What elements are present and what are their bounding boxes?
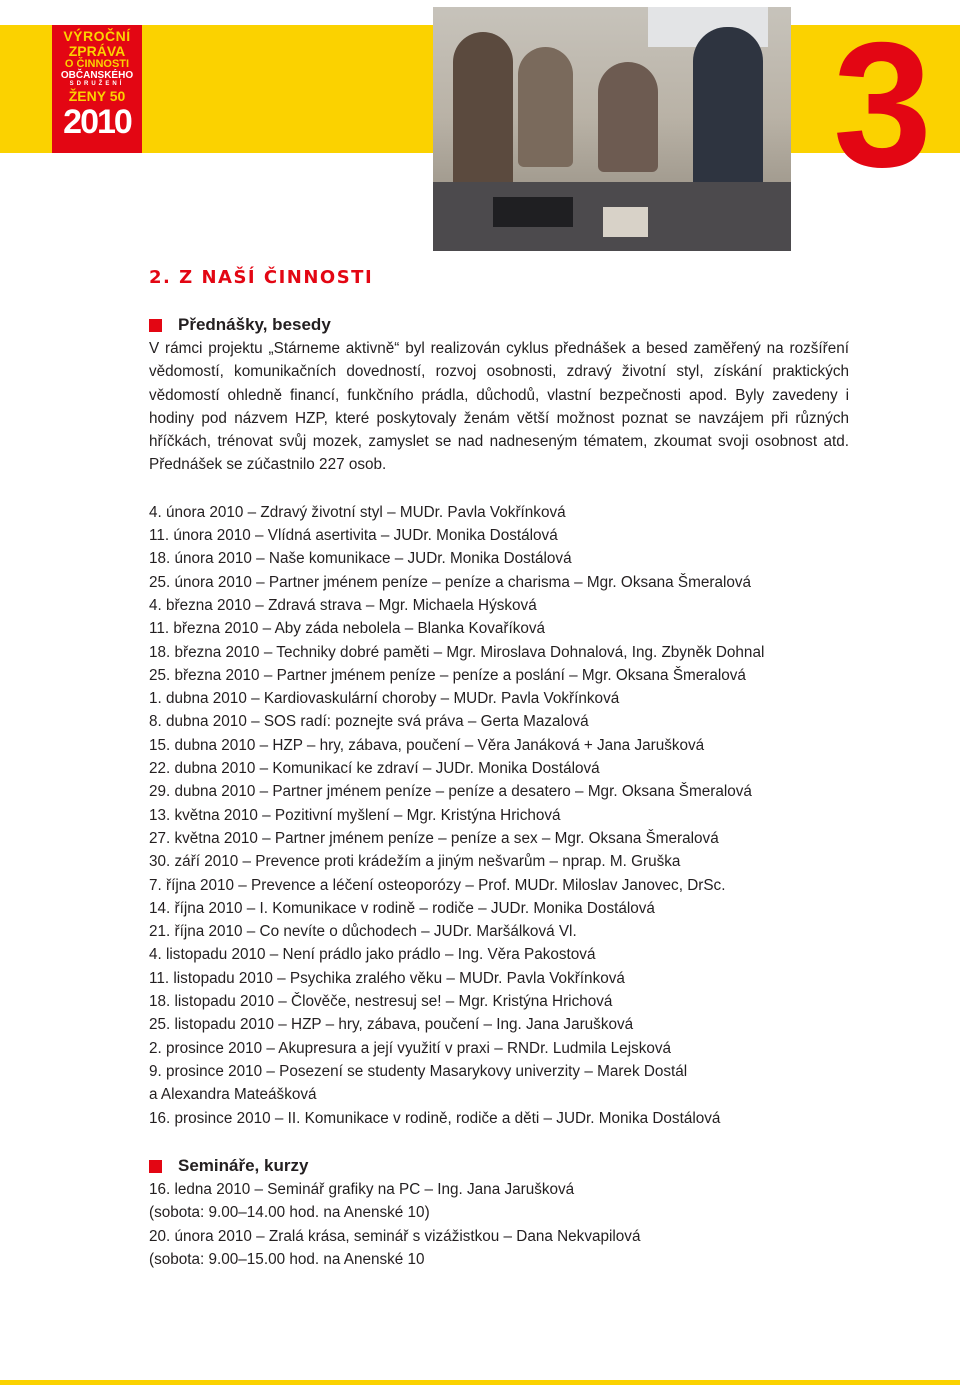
list-item: 20. února 2010 – Zralá krása, seminář s vizážistkou – Dana Nekvapilová (149, 1227, 641, 1245)
list-item: 11. března 2010 – Aby záda nebolela – Blanka Kovaříková (149, 620, 546, 638)
section-title: 2. Z NAŠÍ ČINNOSTI (149, 267, 374, 288)
list-item: 13. května 2010 – Pozitivní myšlení – Mgr. Kristýna Hrichová (149, 806, 561, 824)
lectures-section (149, 313, 849, 1130)
seminars-section (149, 1154, 849, 1271)
list-item: 4. listopadu 2010 – Není prádlo jako prádlo – Ing. Věra Pakostová (149, 946, 596, 964)
lectures-list (149, 501, 849, 1130)
photo-box (603, 207, 648, 237)
list-item: 9. prosince 2010 – Posezení se studenty Masarykovy univerzity – Marek Dostál (149, 1062, 688, 1080)
list-item: 11. února 2010 – Vlídná asertivita – JUDr. Monika Dostálová (149, 527, 558, 545)
list-item: 7. října 2010 – Prevence a léčení osteoporózy – Prof. MUDr. Miloslav Janovec, DrSc. (149, 876, 726, 894)
list-item: 16. prosince 2010 – II. Komunikace v rodině, rodiče a děti – JUDr. Monika Dostálová (149, 1109, 721, 1127)
photo-person (453, 32, 513, 192)
list-item: 4. února 2010 – Zdravý životní styl – MUDr. Pavla Vokřínková (149, 503, 566, 521)
list-item: 25. listopadu 2010 – HZP – hry, zábava, poučení – Ing. Jana Jarušková (149, 1016, 634, 1034)
photo-person (598, 62, 658, 172)
list-item: 21. října 2010 – Co nevíte o důchodech – JUDr. Maršálková Vl. (149, 923, 577, 941)
page-number: 3 (833, 5, 926, 204)
list-item: 8. dubna 2010 – SOS radí: poznejte svá práva – Gerta Mazalová (149, 713, 589, 731)
list-item: 29. dubna 2010 – Partner jménem peníze – peníze a desatero – Mgr. Oksana Šmeralová (149, 783, 752, 801)
list-item: 11. listopadu 2010 – Psychika zralého věku – MUDr. Pavla Vokřínková (149, 969, 625, 987)
list-item: 25. března 2010 – Partner jménem peníze – peníze a poslání – Mgr. Oksana Šmeralová (149, 666, 746, 684)
seminars-list (149, 1178, 849, 1271)
logo-line-6: ŽENY 50 (68, 88, 126, 104)
list-item: (sobota: 9.00–15.00 hod. na Anenské 10 (149, 1250, 425, 1268)
logo-line-1: VÝROČNÍ (63, 28, 131, 44)
list-item: 1. dubna 2010 – Kardiovaskulární choroby – MUDr. Pavla Vokřínková (149, 690, 620, 708)
red-square-bullet-icon (149, 1160, 162, 1173)
list-item: 18. února 2010 – Naše komunikace – JUDr. Monika Dostálová (149, 550, 572, 568)
list-item: 30. září 2010 – Prevence proti krádežím a jiným nešvarům – nprap. M. Gruška (149, 853, 681, 871)
list-item: a Alexandra Mateášková (149, 1086, 317, 1104)
logo-year: 2010 (63, 103, 131, 141)
seminars-heading (149, 1154, 849, 1178)
event-photo (433, 7, 791, 251)
list-item: 4. března 2010 – Zdravá strava – Mgr. Michaela Hýsková (149, 596, 537, 614)
logo-line-2: ZPRÁVA (68, 43, 126, 59)
footer-rule (0, 1380, 960, 1385)
list-item: 16. ledna 2010 – Seminář grafiky na PC – Ing. Jana Jarušková (149, 1181, 575, 1198)
list-item: 2. prosince 2010 – Akupresura a její využití v praxi – RNDr. Ludmila Lejsková (149, 1039, 672, 1057)
lectures-heading-text: Přednášky, besedy (178, 315, 331, 334)
list-item: 15. dubna 2010 – HZP – hry, zábava, poučení – Věra Janáková + Jana Jarušková (149, 736, 705, 754)
list-item: 14. října 2010 – I. Komunikace v rodině – rodiče – JUDr. Monika Dostálová (149, 899, 655, 917)
list-item: (sobota: 9.00–14.00 hod. na Anenské 10) (149, 1204, 430, 1222)
list-item: 27. května 2010 – Partner jménem peníze – peníze a sex – Mgr. Oksana Šmeralová (149, 829, 719, 847)
list-item: 18. března 2010 – Techniky dobré paměti – Mgr. Miroslava Dohnalová, Ing. Zbyněk Dohnal (149, 643, 765, 661)
photo-person (518, 47, 573, 167)
annual-report-logo (52, 25, 142, 153)
lectures-intro: V rámci projektu „Stárneme aktivně“ byl realizován cyklus přednášek a besed zaměřený na rozšíření vědomostí, komunikačních dovedností, rozvoj osobnosti, zdravý životní styl, získání praktických vědomostí ohledně financí, funkčního prádla, důchodů, vlastní bezpečnosti apod. Byly zavedeny i hodiny pod názvem HZP, které poskytovaly ženám větší možnost poznat se navzájem při různých hříčkách, trénovat svůj mozek, zamyslet se nad nadneseným tématem, zkoumat svoji osobnost atd. Přednášek se zúčastnilo 227 osob. (149, 340, 849, 474)
seminars-heading-text: Semináře, kurzy (178, 1156, 309, 1175)
logo-line-3: O ČINNOSTI (64, 58, 130, 70)
logo-line-5: SDRUŽENÍ (69, 81, 125, 87)
photo-bag (493, 197, 573, 227)
logo-line-4: OBČANSKÉHO (60, 70, 134, 81)
list-item: 25. února 2010 – Partner jménem peníze – peníze a charisma – Mgr. Oksana Šmeralová (149, 573, 752, 591)
list-item: 18. listopadu 2010 – Člověče, nestresuj se! – Mgr. Kristýna Hrichová (149, 993, 613, 1011)
lectures-heading (149, 313, 849, 337)
list-item: 22. dubna 2010 – Komunikací ke zdraví – JUDr. Monika Dostálová (149, 760, 600, 778)
red-square-bullet-icon (149, 319, 162, 332)
